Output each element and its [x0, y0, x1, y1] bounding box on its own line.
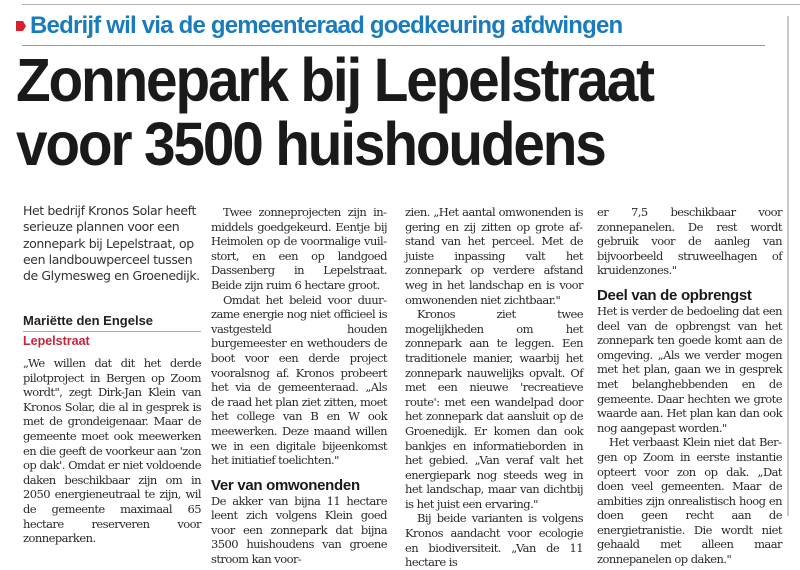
- paragraph: Omdat het beleid voor duurzame energie nog niet officieel is vastgesteld houden burgemeester en wethouders de boot voor een derde project vooralsnog af. Kronos probeert het via de gemeenteraad. „Als de raad het plan ziet zitten, moet het college van B en W ook meewerken. Deze maand willen we in een digitale bijeenkomst het initiatief toelichten.": [211, 292, 387, 468]
- column-3: [405, 205, 583, 570]
- subheading: Ver van omwonenden: [211, 476, 360, 494]
- column-2: [211, 205, 387, 567]
- paragraph: Twee zonneprojecten zijn inmiddels goedgekeurd. Eentje bij Heimolen op de voormalige vuilstort, en een op landgoed Dassenberg in Lepelstraat. Beide zijn ruim 6 hectare groot.: [211, 205, 387, 292]
- paragraph: zien. „Het aantal omwonenden is gering en zij zitten op grote afstand van het perceel. Met de juiste inpassing valt het zonnepark op verdere afstand weg in het landschap en is voor omwonenden niet zichtbaar.": [405, 205, 583, 307]
- page-edge-rule: [787, 16, 789, 516]
- paragraph: De akker van bijna 11 hectare leent zich volgens Klein goed voor een zonnepark dat bijna 3500 huishoudens van groene stroom kan voor-: [211, 493, 387, 567]
- column-1: [23, 356, 201, 546]
- kicker: [16, 11, 622, 41]
- kicker-text: Bedrijf wil via de gemeenteraad goedkeuring afdwingen: [30, 12, 623, 39]
- arrow-marker-icon: [16, 21, 26, 31]
- subheading: Deel van de opbrengst: [597, 286, 752, 304]
- headline-line-1: Zonnepark bij Lepelstraat: [16, 46, 653, 114]
- paragraph: er 7,5 beschikbaar voor zonnepanelen. De rest wordt gebruik voor de aanleg van bijvoorbeeld struweelhagen of kruidenzones.": [597, 205, 782, 278]
- paragraph: Het is verder de bedoeling dat een deel van de opbrengst van het zonnepark ten goede komt aan de omgeving. „Als we verder mogen met het plan, gaan we in gesprek met belanghebbenden en de gemeente. Daar hechten we grote waarde aan. Het plan kan dan ook nog aangepast worden.": [597, 303, 782, 435]
- headline: [16, 48, 786, 176]
- byline: Mariëtte den Engelse: [23, 313, 201, 332]
- paragraph: Kronos ziet twee mogelijkheden om het zonnepark aan te leggen. Een traditionele manier, waarbij het zonnepark nauwelijks opvalt. Of met een nieuwe 'recreatieve route': met een wandelpad door het zonnepark dat aansluit op de Groenedijk. Er komen dan ook bankjes en informatieborden in het gebied. „Van veraf valt het energiepark nog steeds weg in het landschap, maar van dichtbij is het juist een ervaring.": [405, 307, 583, 511]
- top-rule: [22, 4, 800, 5]
- headline-line-2: voor 3500 huishoudens: [16, 110, 605, 178]
- dateline: Lepelstraat: [23, 334, 90, 348]
- paragraph: Het verbaast Klein niet dat Bergen op Zoom in eerste instantie opteert voor zon op dak. „Dat doen veel gemeenten. Maar de ambities zijn onrealistisch hoog en doen geen recht aan de energietranistie. Die wordt niet gehaald met alleen maar zonnepanelen op daken.": [597, 435, 782, 567]
- intro-text: Het bedrijf Kronos Solar heeft serieuze plannen voor een zonnepark bij Lepelstraat, op een landbouwperceel tussen de Glymesweg en Groenedijk.: [23, 203, 200, 284]
- column-4: [597, 205, 782, 567]
- paragraph: Bij beide varianten is volgens Kronos aandacht voor ecologie en biodiversiteit. „Van de 11 hectare is: [405, 511, 583, 570]
- paragraph: „We willen dat dit het derde pilotproject in Bergen op Zoom wordt", zegt Dirk-Jan Klein van Kronos Solar, die al in gesprek is met de grondeigenaar. Maar de gemeente moet ook meewerken en die geeft de voorkeur aan 'zon op dak'. Omdat er niet voldoende daken beschikbaar zijn om in 2050 energieneutraal te zijn, wil de gemeente maximaal 65 hectare reserveren voor zonneparken.: [23, 356, 201, 546]
